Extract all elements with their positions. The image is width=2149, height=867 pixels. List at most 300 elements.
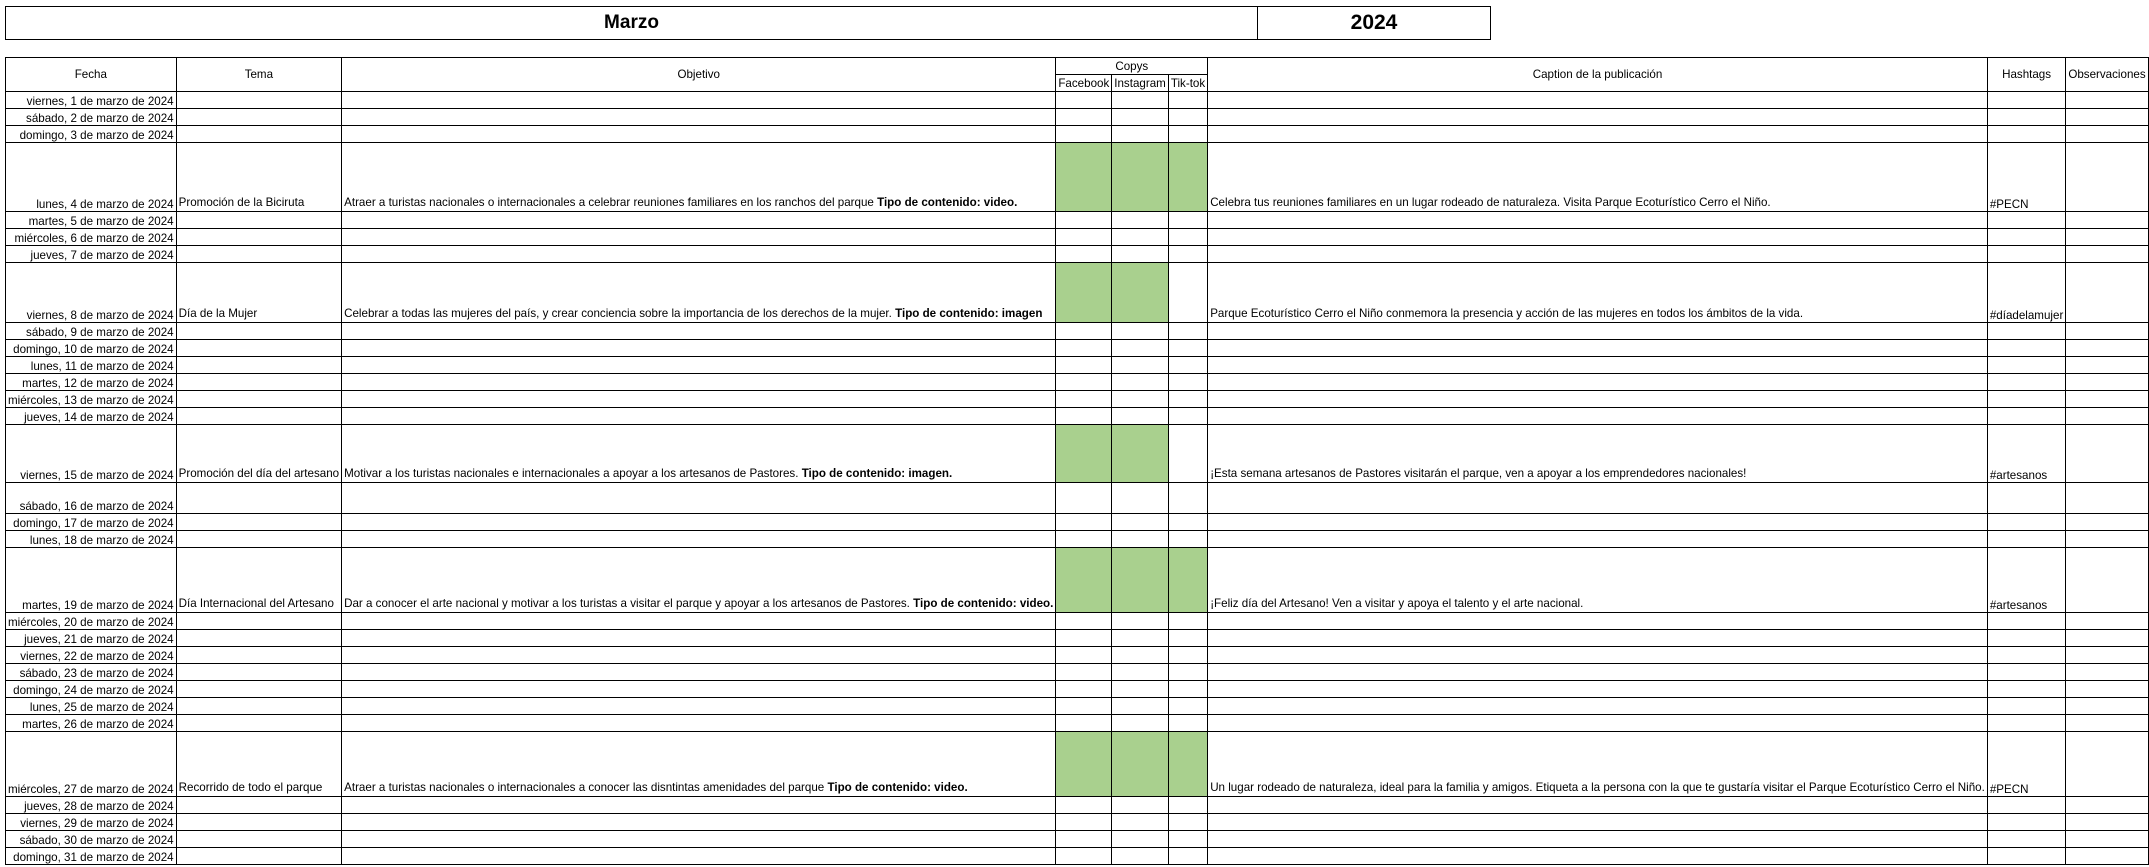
objetivo-cell[interactable] <box>342 340 1056 357</box>
instagram-copy-cell[interactable] <box>1112 374 1169 391</box>
instagram-copy-cell[interactable] <box>1112 391 1169 408</box>
objetivo-cell[interactable] <box>342 408 1056 425</box>
observaciones-cell[interactable] <box>2066 715 2148 732</box>
hashtag-cell[interactable] <box>1987 647 2065 664</box>
objetivo-cell[interactable] <box>342 143 1056 212</box>
objetivo-cell[interactable] <box>342 630 1056 647</box>
facebook-copy-cell[interactable] <box>1056 229 1112 246</box>
instagram-copy-cell[interactable] <box>1112 229 1169 246</box>
instagram-copy-cell[interactable] <box>1112 715 1169 732</box>
instagram-copy-cell[interactable] <box>1112 848 1169 865</box>
hashtag-cell[interactable]: #artesanos <box>1987 425 2065 483</box>
tema-cell[interactable] <box>176 831 341 848</box>
objetivo-cell[interactable] <box>342 531 1056 548</box>
fecha-cell[interactable]: lunes, 25 de marzo de 2024 <box>6 698 177 715</box>
tema-cell[interactable] <box>176 391 341 408</box>
observaciones-cell[interactable] <box>2066 531 2148 548</box>
instagram-copy-cell[interactable] <box>1112 357 1169 374</box>
tipo-contenido-text: Tipo de contenido: video. <box>827 781 968 794</box>
observaciones-cell[interactable] <box>2066 212 2148 229</box>
facebook-copy-cell[interactable] <box>1056 647 1112 664</box>
caption-cell[interactable] <box>1208 92 1988 109</box>
observaciones-cell[interactable] <box>2066 374 2148 391</box>
facebook-copy-cell[interactable] <box>1056 143 1112 212</box>
fecha-cell[interactable]: viernes, 15 de marzo de 2024 <box>6 425 177 483</box>
caption-cell[interactable] <box>1208 483 1988 514</box>
tema-cell[interactable] <box>176 229 341 246</box>
objetivo-cell[interactable] <box>342 514 1056 531</box>
tiktok-copy-cell[interactable] <box>1168 797 1207 814</box>
instagram-copy-cell[interactable] <box>1112 425 1169 483</box>
tema-cell[interactable]: Promoción del día del artesano <box>176 425 341 483</box>
observaciones-cell[interactable] <box>2066 831 2148 848</box>
tema-cell[interactable] <box>176 340 341 357</box>
observaciones-cell[interactable] <box>2066 408 2148 425</box>
tiktok-copy-cell[interactable] <box>1168 531 1207 548</box>
facebook-copy-cell[interactable] <box>1056 664 1112 681</box>
hashtag-cell[interactable] <box>1987 715 2065 732</box>
observaciones-cell[interactable] <box>2066 263 2148 323</box>
table-row <box>6 814 2149 831</box>
hashtag-cell[interactable] <box>1987 340 2065 357</box>
tiktok-copy-cell[interactable] <box>1168 483 1207 514</box>
fecha-cell[interactable]: sábado, 30 de marzo de 2024 <box>6 831 177 848</box>
caption-cell[interactable]: ¡Feliz día del Artesano! Ven a visitar y apoya el talento y el arte nacional. <box>1208 548 1988 613</box>
tiktok-copy-cell[interactable] <box>1168 143 1207 212</box>
facebook-copy-cell[interactable] <box>1056 848 1112 865</box>
facebook-copy-cell[interactable] <box>1056 323 1112 340</box>
instagram-copy-cell[interactable] <box>1112 548 1169 613</box>
tema-cell[interactable] <box>176 531 341 548</box>
tema-cell[interactable] <box>176 408 341 425</box>
caption-cell[interactable] <box>1208 831 1988 848</box>
tema-cell[interactable] <box>176 814 341 831</box>
hashtag-cell[interactable] <box>1987 814 2065 831</box>
objetivo-cell[interactable] <box>342 715 1056 732</box>
facebook-copy-cell[interactable] <box>1056 109 1112 126</box>
facebook-copy-cell[interactable] <box>1056 263 1112 323</box>
caption-cell[interactable] <box>1208 647 1988 664</box>
facebook-copy-cell[interactable] <box>1056 715 1112 732</box>
facebook-copy-cell[interactable] <box>1056 797 1112 814</box>
objetivo-cell[interactable] <box>342 126 1056 143</box>
caption-cell[interactable] <box>1208 613 1988 630</box>
caption-cell[interactable] <box>1208 408 1988 425</box>
observaciones-cell[interactable] <box>2066 391 2148 408</box>
fecha-cell[interactable]: lunes, 4 de marzo de 2024 <box>6 143 177 212</box>
observaciones-cell[interactable] <box>2066 109 2148 126</box>
hashtag-cell[interactable] <box>1987 681 2065 698</box>
instagram-copy-cell[interactable] <box>1112 613 1169 630</box>
fecha-cell[interactable]: domingo, 24 de marzo de 2024 <box>6 681 177 698</box>
observaciones-cell[interactable] <box>2066 647 2148 664</box>
tiktok-copy-cell[interactable] <box>1168 340 1207 357</box>
caption-cell[interactable] <box>1208 681 1988 698</box>
caption-cell[interactable] <box>1208 391 1988 408</box>
tema-cell[interactable]: Día Internacional del Artesano <box>176 548 341 613</box>
tema-cell[interactable] <box>176 212 341 229</box>
tema-cell[interactable] <box>176 664 341 681</box>
tipo-contenido-text: Tipo de contenido: imagen <box>895 307 1043 320</box>
objetivo-text: Atraer a turistas nacionales o internacionales a celebrar reuniones familiares en los ranchos del parque <box>344 196 874 209</box>
observaciones-cell[interactable] <box>2066 229 2148 246</box>
tiktok-copy-cell[interactable] <box>1168 109 1207 126</box>
tema-cell[interactable] <box>176 357 341 374</box>
facebook-copy-cell[interactable] <box>1056 548 1112 613</box>
table-row <box>6 613 2149 630</box>
header-instagram: Instagram <box>1112 75 1169 92</box>
observaciones-cell[interactable] <box>2066 613 2148 630</box>
hashtag-cell[interactable] <box>1987 613 2065 630</box>
objetivo-cell[interactable] <box>342 831 1056 848</box>
fecha-cell[interactable]: sábado, 9 de marzo de 2024 <box>6 323 177 340</box>
observaciones-cell[interactable] <box>2066 698 2148 715</box>
instagram-copy-cell[interactable] <box>1112 630 1169 647</box>
instagram-copy-cell[interactable] <box>1112 647 1169 664</box>
objetivo-cell[interactable] <box>342 698 1056 715</box>
facebook-copy-cell[interactable] <box>1056 212 1112 229</box>
facebook-copy-cell[interactable] <box>1056 246 1112 263</box>
instagram-copy-cell[interactable] <box>1112 408 1169 425</box>
objetivo-text: Dar a conocer el arte nacional y motivar a los turistas a visitar el parque y apoyar a los artesanos de Pastores. <box>344 597 910 610</box>
table-row <box>6 263 2149 323</box>
tiktok-copy-cell[interactable] <box>1168 548 1207 613</box>
hashtag-cell[interactable] <box>1987 531 2065 548</box>
observaciones-cell[interactable] <box>2066 246 2148 263</box>
tiktok-copy-cell[interactable] <box>1168 391 1207 408</box>
objetivo-cell[interactable] <box>342 848 1056 865</box>
observaciones-cell[interactable] <box>2066 814 2148 831</box>
tiktok-copy-cell[interactable] <box>1168 831 1207 848</box>
tiktok-copy-cell[interactable] <box>1168 374 1207 391</box>
facebook-copy-cell[interactable] <box>1056 630 1112 647</box>
caption-cell[interactable]: ¡Esta semana artesanos de Pastores visitarán el parque, ven a apoyar a los emprendedores nacionales! <box>1208 425 1988 483</box>
tema-cell[interactable] <box>176 323 341 340</box>
fecha-cell[interactable]: sábado, 23 de marzo de 2024 <box>6 664 177 681</box>
tiktok-copy-cell[interactable] <box>1168 323 1207 340</box>
hashtag-cell[interactable] <box>1987 848 2065 865</box>
fecha-cell[interactable]: viernes, 29 de marzo de 2024 <box>6 814 177 831</box>
facebook-copy-cell[interactable] <box>1056 531 1112 548</box>
tiktok-copy-cell[interactable] <box>1168 848 1207 865</box>
facebook-copy-cell[interactable] <box>1056 814 1112 831</box>
objetivo-cell[interactable] <box>342 425 1056 483</box>
objetivo-cell[interactable] <box>342 212 1056 229</box>
objetivo-cell[interactable] <box>342 263 1056 323</box>
fecha-cell[interactable]: sábado, 16 de marzo de 2024 <box>6 483 177 514</box>
tema-cell[interactable] <box>176 514 341 531</box>
fecha-cell[interactable]: viernes, 8 de marzo de 2024 <box>6 263 177 323</box>
tiktok-copy-cell[interactable] <box>1168 357 1207 374</box>
header-hashtags: Hashtags <box>1987 58 2065 92</box>
caption-cell[interactable] <box>1208 531 1988 548</box>
caption-cell[interactable] <box>1208 698 1988 715</box>
fecha-cell[interactable]: jueves, 28 de marzo de 2024 <box>6 797 177 814</box>
instagram-copy-cell[interactable] <box>1112 831 1169 848</box>
tema-cell[interactable] <box>176 126 341 143</box>
instagram-copy-cell[interactable] <box>1112 263 1169 323</box>
objetivo-cell[interactable] <box>342 374 1056 391</box>
caption-cell[interactable] <box>1208 630 1988 647</box>
fecha-cell[interactable]: sábado, 2 de marzo de 2024 <box>6 109 177 126</box>
observaciones-cell[interactable] <box>2066 732 2148 797</box>
tema-cell[interactable] <box>176 374 341 391</box>
tiktok-copy-cell[interactable] <box>1168 263 1207 323</box>
hashtag-cell[interactable] <box>1987 126 2065 143</box>
instagram-copy-cell[interactable] <box>1112 681 1169 698</box>
caption-cell[interactable] <box>1208 664 1988 681</box>
facebook-copy-cell[interactable] <box>1056 681 1112 698</box>
tema-cell[interactable] <box>176 848 341 865</box>
observaciones-cell[interactable] <box>2066 126 2148 143</box>
caption-cell[interactable] <box>1208 797 1988 814</box>
objetivo-cell[interactable] <box>342 664 1056 681</box>
instagram-copy-cell[interactable] <box>1112 514 1169 531</box>
hashtag-cell[interactable]: #PECN <box>1987 732 2065 797</box>
caption-cell[interactable]: Parque Ecoturístico Cerro el Niño conmemora la presencia y acción de las mujeres en todos los ámbitos de la vida. <box>1208 263 1988 323</box>
tema-cell[interactable] <box>176 483 341 514</box>
header-facebook: Facebook <box>1056 75 1112 92</box>
objetivo-cell[interactable] <box>342 647 1056 664</box>
observaciones-cell[interactable] <box>2066 514 2148 531</box>
caption-cell[interactable] <box>1208 374 1988 391</box>
fecha-cell[interactable]: martes, 12 de marzo de 2024 <box>6 374 177 391</box>
caption-cell[interactable] <box>1208 340 1988 357</box>
instagram-copy-cell[interactable] <box>1112 814 1169 831</box>
table-row <box>6 848 2149 865</box>
tema-cell[interactable] <box>176 109 341 126</box>
hashtag-cell[interactable] <box>1987 246 2065 263</box>
objetivo-cell[interactable] <box>342 109 1056 126</box>
hashtag-cell[interactable] <box>1987 483 2065 514</box>
hashtag-cell[interactable] <box>1987 357 2065 374</box>
instagram-copy-cell[interactable] <box>1112 143 1169 212</box>
tema-cell[interactable] <box>176 698 341 715</box>
tiktok-copy-cell[interactable] <box>1168 408 1207 425</box>
observaciones-cell[interactable] <box>2066 340 2148 357</box>
hashtag-cell[interactable] <box>1987 698 2065 715</box>
fecha-cell[interactable]: domingo, 31 de marzo de 2024 <box>6 848 177 865</box>
instagram-copy-cell[interactable] <box>1112 797 1169 814</box>
table-row <box>6 357 2149 374</box>
caption-cell[interactable] <box>1208 514 1988 531</box>
objetivo-cell[interactable] <box>342 229 1056 246</box>
facebook-copy-cell[interactable] <box>1056 408 1112 425</box>
instagram-copy-cell[interactable] <box>1112 483 1169 514</box>
tiktok-copy-cell[interactable] <box>1168 126 1207 143</box>
header-tiktok: Tik-tok <box>1168 75 1207 92</box>
objetivo-cell[interactable] <box>342 357 1056 374</box>
facebook-copy-cell[interactable] <box>1056 732 1112 797</box>
instagram-copy-cell[interactable] <box>1112 732 1169 797</box>
tiktok-copy-cell[interactable] <box>1168 514 1207 531</box>
objetivo-cell[interactable] <box>342 797 1056 814</box>
facebook-copy-cell[interactable] <box>1056 357 1112 374</box>
facebook-copy-cell[interactable] <box>1056 514 1112 531</box>
hashtag-cell[interactable] <box>1987 212 2065 229</box>
table-row <box>6 340 2149 357</box>
fecha-cell[interactable]: martes, 26 de marzo de 2024 <box>6 715 177 732</box>
observaciones-cell[interactable] <box>2066 664 2148 681</box>
fecha-cell[interactable]: miércoles, 27 de marzo de 2024 <box>6 732 177 797</box>
hashtag-cell[interactable] <box>1987 374 2065 391</box>
hashtag-cell[interactable] <box>1987 391 2065 408</box>
caption-cell[interactable] <box>1208 323 1988 340</box>
instagram-copy-cell[interactable] <box>1112 92 1169 109</box>
instagram-copy-cell[interactable] <box>1112 109 1169 126</box>
fecha-cell[interactable]: miércoles, 6 de marzo de 2024 <box>6 229 177 246</box>
hashtag-cell[interactable] <box>1987 630 2065 647</box>
year-title: 2024 <box>1350 11 1398 34</box>
observaciones-cell[interactable] <box>2066 323 2148 340</box>
objetivo-cell[interactable] <box>342 814 1056 831</box>
table-row <box>6 630 2149 647</box>
tema-cell[interactable] <box>176 647 341 664</box>
tiktok-copy-cell[interactable] <box>1168 732 1207 797</box>
tema-cell[interactable]: Recorrido de todo el parque <box>176 732 341 797</box>
hashtag-cell[interactable] <box>1987 831 2065 848</box>
objetivo-cell[interactable] <box>342 548 1056 613</box>
tema-cell[interactable] <box>176 681 341 698</box>
tema-cell[interactable]: Día de la Mujer <box>176 263 341 323</box>
fecha-cell[interactable]: miércoles, 13 de marzo de 2024 <box>6 391 177 408</box>
observaciones-cell[interactable] <box>2066 681 2148 698</box>
fecha-cell[interactable]: domingo, 10 de marzo de 2024 <box>6 340 177 357</box>
caption-cell[interactable] <box>1208 246 1988 263</box>
observaciones-cell[interactable] <box>2066 848 2148 865</box>
instagram-copy-cell[interactable] <box>1112 212 1169 229</box>
tema-cell[interactable] <box>176 246 341 263</box>
tiktok-copy-cell[interactable] <box>1168 229 1207 246</box>
objetivo-cell[interactable] <box>342 732 1056 797</box>
tiktok-copy-cell[interactable] <box>1168 698 1207 715</box>
hashtag-cell[interactable] <box>1987 109 2065 126</box>
observaciones-cell[interactable] <box>2066 357 2148 374</box>
caption-cell[interactable] <box>1208 126 1988 143</box>
facebook-copy-cell[interactable] <box>1056 374 1112 391</box>
facebook-copy-cell[interactable] <box>1056 340 1112 357</box>
hashtag-cell[interactable] <box>1987 797 2065 814</box>
tiktok-copy-cell[interactable] <box>1168 613 1207 630</box>
caption-cell[interactable]: Un lugar rodeado de naturaleza, ideal para la familia y amigos. Etiqueta a la persona con la que te gustaría visitar el Parque Ecoturístico Cerro el Niño. <box>1208 732 1988 797</box>
content-calendar-table <box>5 57 2149 865</box>
observaciones-cell[interactable] <box>2066 92 2148 109</box>
facebook-copy-cell[interactable] <box>1056 613 1112 630</box>
fecha-cell[interactable]: domingo, 17 de marzo de 2024 <box>6 514 177 531</box>
hashtag-cell[interactable]: #PECN <box>1987 143 2065 212</box>
caption-cell[interactable] <box>1208 814 1988 831</box>
tiktok-copy-cell[interactable] <box>1168 212 1207 229</box>
facebook-copy-cell[interactable] <box>1056 483 1112 514</box>
instagram-copy-cell[interactable] <box>1112 340 1169 357</box>
tiktok-copy-cell[interactable] <box>1168 92 1207 109</box>
objetivo-cell[interactable] <box>342 681 1056 698</box>
tiktok-copy-cell[interactable] <box>1168 630 1207 647</box>
instagram-copy-cell[interactable] <box>1112 698 1169 715</box>
hashtag-cell[interactable] <box>1987 664 2065 681</box>
objetivo-cell[interactable] <box>342 323 1056 340</box>
facebook-copy-cell[interactable] <box>1056 391 1112 408</box>
instagram-copy-cell[interactable] <box>1112 664 1169 681</box>
hashtag-cell[interactable] <box>1987 229 2065 246</box>
table-row <box>6 483 2149 514</box>
observaciones-cell[interactable] <box>2066 483 2148 514</box>
instagram-copy-cell[interactable] <box>1112 323 1169 340</box>
header-observaciones: Observaciones <box>2066 58 2148 92</box>
tiktok-copy-cell[interactable] <box>1168 715 1207 732</box>
instagram-copy-cell[interactable] <box>1112 246 1169 263</box>
tiktok-copy-cell[interactable] <box>1168 647 1207 664</box>
observaciones-cell[interactable] <box>2066 630 2148 647</box>
fecha-cell[interactable]: viernes, 22 de marzo de 2024 <box>6 647 177 664</box>
caption-cell[interactable] <box>1208 229 1988 246</box>
fecha-cell[interactable]: jueves, 14 de marzo de 2024 <box>6 408 177 425</box>
fecha-cell[interactable]: domingo, 3 de marzo de 2024 <box>6 126 177 143</box>
tema-cell[interactable] <box>176 613 341 630</box>
facebook-copy-cell[interactable] <box>1056 126 1112 143</box>
hashtag-cell[interactable] <box>1987 92 2065 109</box>
caption-cell[interactable] <box>1208 848 1988 865</box>
facebook-copy-cell[interactable] <box>1056 831 1112 848</box>
tiktok-copy-cell[interactable] <box>1168 664 1207 681</box>
hashtag-cell[interactable]: #díadelamujer <box>1987 263 2065 323</box>
table-row <box>6 212 2149 229</box>
tema-cell[interactable] <box>176 630 341 647</box>
fecha-cell[interactable]: jueves, 7 de marzo de 2024 <box>6 246 177 263</box>
caption-cell[interactable]: Celebra tus reuniones familiares en un lugar rodeado de naturaleza. Visita Parque Ecoturístico Cerro el Niño. <box>1208 143 1988 212</box>
tema-cell[interactable]: Promoción de la Biciruta <box>176 143 341 212</box>
instagram-copy-cell[interactable] <box>1112 531 1169 548</box>
observaciones-cell[interactable] <box>2066 425 2148 483</box>
observaciones-cell[interactable] <box>2066 143 2148 212</box>
caption-cell[interactable] <box>1208 212 1988 229</box>
fecha-cell[interactable]: lunes, 11 de marzo de 2024 <box>6 357 177 374</box>
fecha-cell[interactable]: martes, 19 de marzo de 2024 <box>6 548 177 613</box>
observaciones-cell[interactable] <box>2066 548 2148 613</box>
fecha-cell[interactable]: viernes, 1 de marzo de 2024 <box>6 92 177 109</box>
caption-cell[interactable] <box>1208 715 1988 732</box>
hashtag-cell[interactable] <box>1987 408 2065 425</box>
hashtag-cell[interactable]: #artesanos <box>1987 548 2065 613</box>
objetivo-cell[interactable] <box>342 246 1056 263</box>
objetivo-cell[interactable] <box>342 613 1056 630</box>
objetivo-cell[interactable] <box>342 483 1056 514</box>
caption-cell[interactable] <box>1208 357 1988 374</box>
header-copys: Copys <box>1056 58 1208 75</box>
tiktok-copy-cell[interactable] <box>1168 814 1207 831</box>
tema-cell[interactable] <box>176 715 341 732</box>
tema-cell[interactable] <box>176 92 341 109</box>
hashtag-cell[interactable] <box>1987 323 2065 340</box>
facebook-copy-cell[interactable] <box>1056 698 1112 715</box>
tiktok-copy-cell[interactable] <box>1168 246 1207 263</box>
hashtag-cell[interactable] <box>1987 514 2065 531</box>
objetivo-cell[interactable] <box>342 391 1056 408</box>
tiktok-copy-cell[interactable] <box>1168 425 1207 483</box>
facebook-copy-cell[interactable] <box>1056 92 1112 109</box>
fecha-cell[interactable]: martes, 5 de marzo de 2024 <box>6 212 177 229</box>
caption-cell[interactable] <box>1208 109 1988 126</box>
observaciones-cell[interactable] <box>2066 797 2148 814</box>
objetivo-cell[interactable] <box>342 92 1056 109</box>
facebook-copy-cell[interactable] <box>1056 425 1112 483</box>
instagram-copy-cell[interactable] <box>1112 126 1169 143</box>
tema-cell[interactable] <box>176 797 341 814</box>
tiktok-copy-cell[interactable] <box>1168 681 1207 698</box>
fecha-cell[interactable]: miércoles, 20 de marzo de 2024 <box>6 613 177 630</box>
fecha-cell[interactable]: jueves, 21 de marzo de 2024 <box>6 630 177 647</box>
fecha-cell[interactable]: lunes, 18 de marzo de 2024 <box>6 531 177 548</box>
